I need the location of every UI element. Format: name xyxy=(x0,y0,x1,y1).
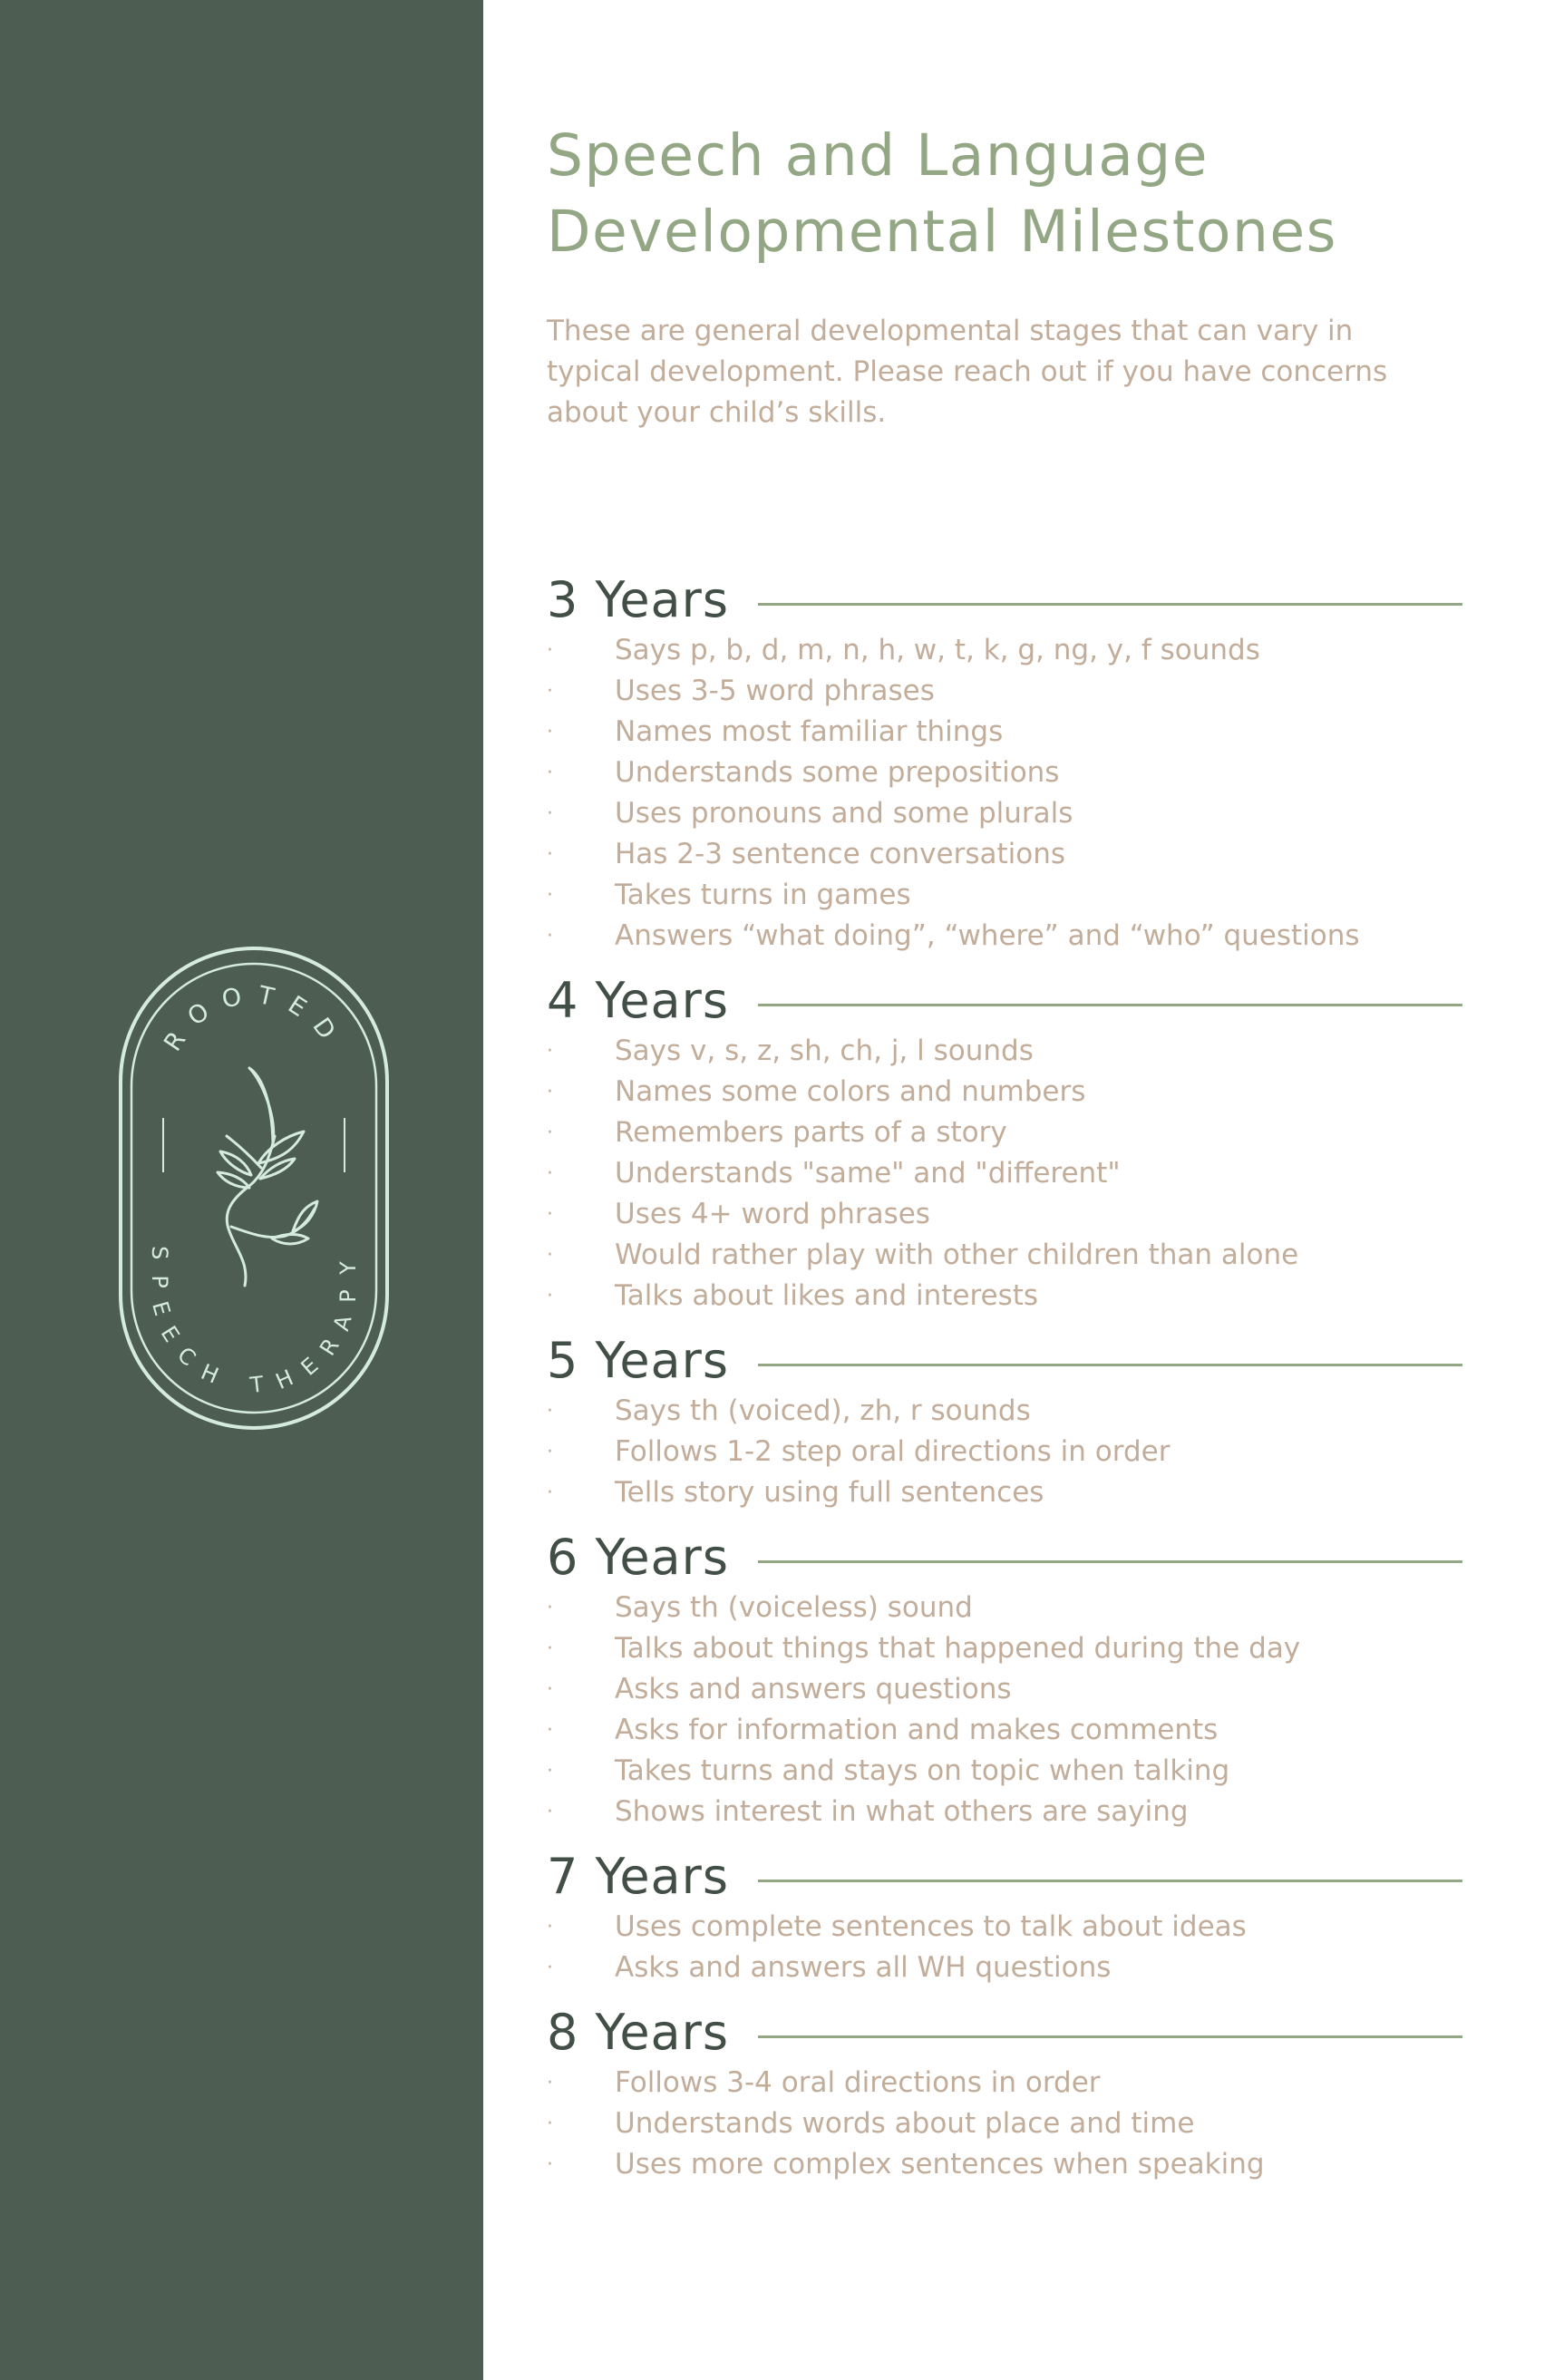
list-item-text: Says th (voiced), zh, r sounds xyxy=(615,1394,1031,1427)
section-title: 5 Years xyxy=(547,1332,729,1389)
bullet-icon: · xyxy=(547,1637,553,1660)
list-item xyxy=(547,2063,1462,2103)
bullet-icon: · xyxy=(547,1957,553,1979)
section-divider xyxy=(758,1560,1462,1563)
list-item-text: Would rather play with other children than alone xyxy=(615,1239,1299,1271)
list-item-text: Understands "same" and "different" xyxy=(615,1157,1121,1190)
list-item-text: Tells story using full sentences xyxy=(615,1476,1044,1509)
list-item xyxy=(547,2144,1462,2185)
list-item xyxy=(547,753,1462,793)
section-title: 8 Years xyxy=(547,2004,729,2061)
list-item-text: Names most familiar things xyxy=(615,715,1004,748)
section-header xyxy=(547,2002,1462,2063)
list-item-text: Asks for information and makes comments xyxy=(615,1714,1219,1746)
bullet-icon: · xyxy=(547,843,553,866)
bullet-icon: · xyxy=(547,925,553,947)
list-item xyxy=(547,1948,1462,1988)
list-item xyxy=(547,1235,1462,1276)
title-line-1: Speech and Language xyxy=(547,122,1209,189)
bullet-icon: · xyxy=(547,1801,553,1823)
bullet-icon: · xyxy=(547,1597,553,1619)
list-item xyxy=(547,1628,1462,1669)
section-header xyxy=(547,1846,1462,1907)
section-divider xyxy=(758,2035,1462,2038)
list-item xyxy=(547,1472,1462,1513)
bullet-icon: · xyxy=(547,1400,553,1423)
list-item xyxy=(547,1153,1462,1194)
list-item-text: Takes turns and stays on topic when talking xyxy=(615,1754,1230,1787)
section-divider xyxy=(758,603,1462,606)
logo-top-text: ROOTED xyxy=(159,980,349,1057)
bullet-icon: · xyxy=(547,721,553,743)
section-divider xyxy=(758,1880,1462,1882)
list-item xyxy=(547,1907,1462,1948)
list-item-text: Follows 3-4 oral directions in order xyxy=(615,2066,1101,2099)
milestone-list xyxy=(547,630,1462,957)
list-item xyxy=(547,712,1462,753)
list-item xyxy=(547,1391,1462,1432)
milestone-sections xyxy=(547,569,1462,2185)
list-item-text: Names some colors and numbers xyxy=(615,1075,1086,1108)
bullet-icon: · xyxy=(547,1081,553,1103)
bullet-icon: · xyxy=(547,2113,553,2135)
section-title: 7 Years xyxy=(547,1848,729,1905)
list-item xyxy=(547,1751,1462,1792)
bullet-icon: · xyxy=(547,1678,553,1701)
bullet-icon: · xyxy=(547,680,553,703)
list-item-text: Follows 1-2 step oral directions in order xyxy=(615,1435,1171,1468)
list-item-text: Shows interest in what others are saying xyxy=(615,1795,1189,1828)
list-item xyxy=(547,1792,1462,1832)
list-item xyxy=(547,630,1462,671)
section-header xyxy=(547,569,1462,630)
bullet-icon: · xyxy=(547,1719,553,1742)
list-item xyxy=(547,1669,1462,1710)
list-item xyxy=(547,834,1462,875)
bullet-icon: · xyxy=(547,802,553,825)
bullet-icon: · xyxy=(547,2153,553,2176)
list-item-text: Has 2-3 sentence conversations xyxy=(615,838,1066,870)
svg-text:SPEECH THERAPY xyxy=(147,1246,361,1398)
list-item xyxy=(547,1031,1462,1072)
section-header xyxy=(547,1527,1462,1588)
section-header xyxy=(547,970,1462,1031)
bullet-icon: · xyxy=(547,2072,553,2094)
milestone-list xyxy=(547,1588,1462,1832)
milestone-section xyxy=(547,1846,1462,1988)
milestone-section xyxy=(547,2002,1462,2185)
main-content xyxy=(547,118,1462,2199)
list-item-text: Asks and answers questions xyxy=(615,1673,1012,1705)
svg-text:ROOTED xyxy=(159,981,349,1057)
section-title: 6 Years xyxy=(547,1529,729,1586)
list-item xyxy=(547,1072,1462,1112)
logo-bottom-text: SPEECH THERAPY xyxy=(147,1246,362,1399)
bullet-icon: · xyxy=(547,1122,553,1144)
list-item-text: Uses 3-5 word phrases xyxy=(615,675,935,707)
list-item-text: Says v, s, z, sh, ch, j, l sounds xyxy=(615,1035,1034,1067)
milestone-list xyxy=(547,1031,1462,1316)
bullet-icon: · xyxy=(547,884,553,907)
intro-text: These are general developmental stages that can vary in typical development. Please reach out if you have concerns about your child’s skills. xyxy=(547,315,1388,429)
milestone-section xyxy=(547,569,1462,957)
sprig-icon xyxy=(218,1068,317,1286)
bullet-icon: · xyxy=(547,1441,553,1463)
page-title xyxy=(547,118,1462,270)
bullet-icon: · xyxy=(547,639,553,662)
bullet-icon: · xyxy=(547,762,553,784)
milestone-list xyxy=(547,2063,1462,2185)
rooted-speech-therapy-logo xyxy=(113,941,394,1435)
list-item xyxy=(547,1194,1462,1235)
milestone-section xyxy=(547,1330,1462,1513)
list-item xyxy=(547,1588,1462,1628)
section-divider xyxy=(758,1364,1462,1366)
list-item xyxy=(547,2103,1462,2144)
bullet-icon: · xyxy=(547,1203,553,1226)
list-item xyxy=(547,793,1462,834)
bullet-icon: · xyxy=(547,1916,553,1938)
section-title: 4 Years xyxy=(547,972,729,1029)
list-item-text: Takes turns in games xyxy=(615,879,911,911)
list-item xyxy=(547,1710,1462,1751)
list-item-text: Talks about things that happened during the day xyxy=(615,1632,1301,1665)
list-item-text: Talks about likes and interests xyxy=(615,1279,1039,1312)
bullet-icon: · xyxy=(547,1285,553,1307)
list-item xyxy=(547,671,1462,712)
bullet-icon: · xyxy=(547,1244,553,1267)
list-item-text: Uses 4+ word phrases xyxy=(615,1198,930,1230)
sidebar xyxy=(0,0,483,2380)
milestone-section xyxy=(547,970,1462,1316)
section-divider xyxy=(758,1004,1462,1006)
milestone-list xyxy=(547,1907,1462,1988)
bullet-icon: · xyxy=(547,1040,553,1063)
list-item-text: Remembers parts of a story xyxy=(615,1116,1007,1149)
bullet-icon: · xyxy=(547,1481,553,1504)
list-item-text: Uses more complex sentences when speaking xyxy=(615,2148,1265,2181)
list-item xyxy=(547,1112,1462,1153)
section-header xyxy=(547,1330,1462,1391)
title-line-2: Developmental Milestones xyxy=(547,199,1337,265)
list-item xyxy=(547,1276,1462,1316)
list-item xyxy=(547,916,1462,957)
list-item-text: Answers “what doing”, “where” and “who” questions xyxy=(615,919,1360,952)
bullet-icon: · xyxy=(547,1162,553,1185)
milestone-list xyxy=(547,1391,1462,1513)
section-title: 3 Years xyxy=(547,571,729,628)
list-item-text: Understands some prepositions xyxy=(615,756,1060,789)
milestone-section xyxy=(547,1527,1462,1832)
list-item-text: Uses complete sentences to talk about ideas xyxy=(615,1910,1247,1943)
list-item xyxy=(547,1432,1462,1472)
list-item xyxy=(547,875,1462,916)
list-item-text: Uses pronouns and some plurals xyxy=(615,797,1073,830)
bullet-icon: · xyxy=(547,1760,553,1783)
list-item-text: Understands words about place and time xyxy=(615,2107,1195,2140)
list-item-text: Says p, b, d, m, n, h, w, t, k, g, ng, y, f sounds xyxy=(615,634,1260,666)
list-item-text: Says th (voiceless) sound xyxy=(615,1591,973,1624)
list-item-text: Asks and answers all WH questions xyxy=(615,1951,1112,1984)
